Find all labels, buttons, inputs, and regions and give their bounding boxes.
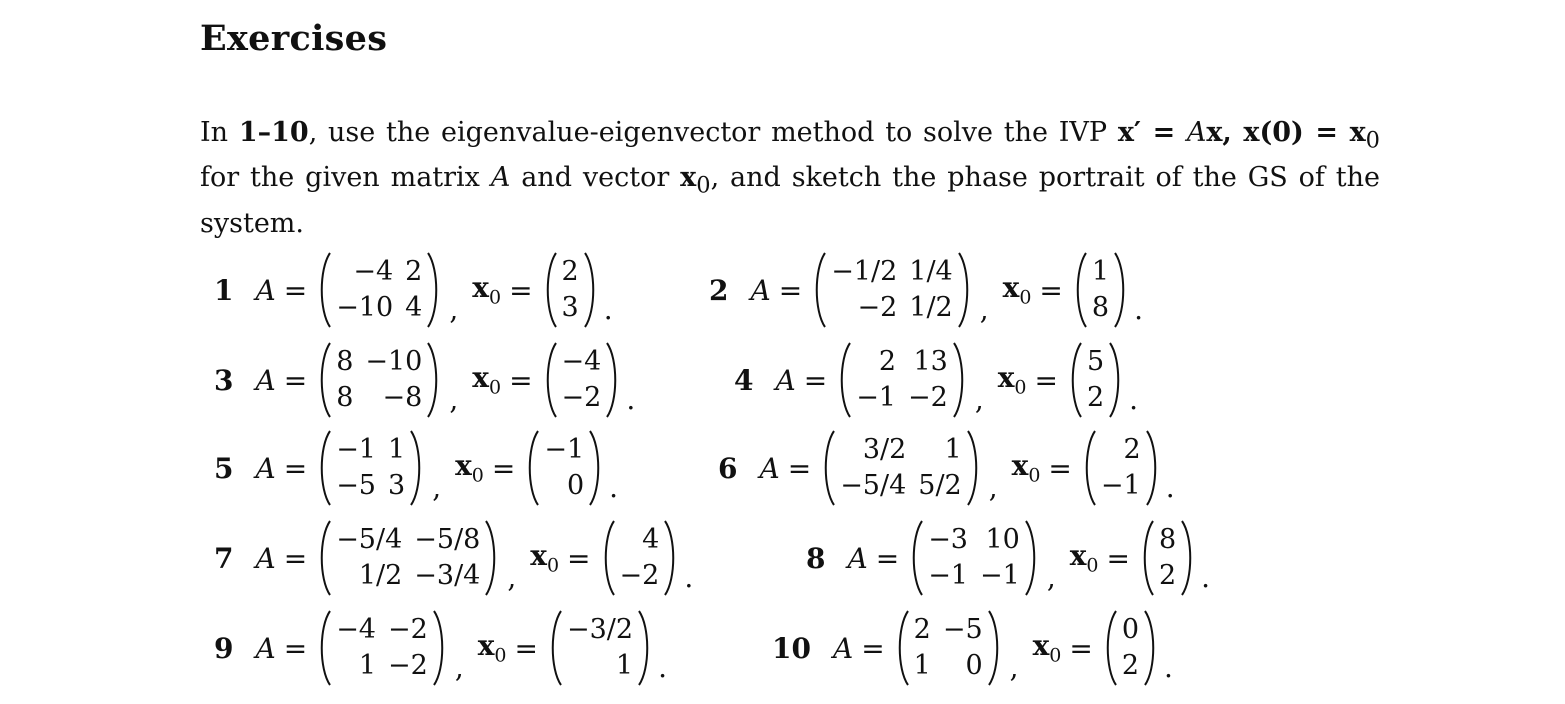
equals-sign: = xyxy=(567,541,591,575)
matrix-entry: 8 xyxy=(336,346,354,377)
vector-subscript: 0 xyxy=(1014,376,1027,399)
equals-sign: = xyxy=(1034,363,1058,397)
equals-sign: = xyxy=(1106,541,1130,575)
initial-vector-label xyxy=(455,449,484,487)
vector-entry: 2 xyxy=(1123,434,1141,465)
matrix-entry: 13 xyxy=(913,346,948,377)
initial-vector xyxy=(619,522,661,594)
initial-vector-label xyxy=(472,271,501,309)
matrix-entry: −2 xyxy=(388,650,428,681)
initial-vector-label xyxy=(530,539,559,577)
section-title: Exercises xyxy=(200,18,388,59)
left-paren xyxy=(317,429,333,507)
matrix-entry: 4 xyxy=(405,292,423,323)
matrix-entry: 2 xyxy=(878,346,896,377)
period: . xyxy=(603,293,613,326)
vector-entry: 2 xyxy=(1158,560,1177,591)
vector-subscript: 0 xyxy=(1049,644,1062,667)
equals-sign: = xyxy=(1039,273,1063,307)
left-paren xyxy=(812,251,828,329)
period: . xyxy=(1129,383,1139,416)
matrix-entry: −5/8 xyxy=(414,524,481,555)
left-paren xyxy=(317,341,333,419)
period: . xyxy=(1164,651,1173,684)
exercise-item xyxy=(718,426,1175,510)
right-paren xyxy=(662,519,678,597)
matrix-entry: −4 xyxy=(353,256,394,287)
left-paren xyxy=(1082,429,1098,507)
matrix-entry: 3/2 xyxy=(862,434,907,465)
matrix-entry: −5 xyxy=(942,614,983,645)
comma: , xyxy=(454,651,464,684)
initial-vector xyxy=(1121,612,1140,684)
right-paren xyxy=(951,341,967,419)
matrix-entry: −5 xyxy=(336,470,376,501)
exercise-range: 1–10 xyxy=(238,117,309,148)
equals-sign: = xyxy=(778,273,803,307)
vector-symbol: x xyxy=(530,539,547,573)
matrix-a xyxy=(839,432,963,504)
exercise-item xyxy=(772,606,1173,690)
equals-sign: = xyxy=(283,631,308,665)
comma: , xyxy=(507,561,517,594)
matrix-a xyxy=(335,522,481,594)
matrix-entry: −3/4 xyxy=(414,560,481,591)
exercise-item xyxy=(214,426,618,510)
left-paren xyxy=(317,519,333,597)
left-paren xyxy=(909,519,925,597)
matrix-label: A xyxy=(255,451,276,485)
period: . xyxy=(1134,293,1143,326)
equals-sign: = xyxy=(1048,451,1072,485)
right-paren xyxy=(582,251,598,329)
initial-vector xyxy=(1086,344,1105,416)
matrix-entry: −2 xyxy=(857,292,898,323)
initial-vector-label xyxy=(1070,539,1099,577)
vector-entry: −3/2 xyxy=(566,614,634,645)
comma: , xyxy=(988,471,998,504)
exercise-item xyxy=(214,248,613,332)
initial-vector xyxy=(1091,254,1110,326)
initial-vector-label xyxy=(478,629,507,667)
left-paren xyxy=(1103,609,1119,687)
matrix-entry: 0 xyxy=(965,650,983,681)
matrix-entry: 1 xyxy=(944,434,962,465)
vector-entry: 4 xyxy=(642,524,660,555)
matrix-entry: −10 xyxy=(336,292,394,323)
left-paren xyxy=(601,519,617,597)
vector-symbol: x xyxy=(1032,629,1050,663)
matrix-label: A xyxy=(255,541,276,575)
equals-sign: = xyxy=(283,451,308,485)
matrix-entry: −1 xyxy=(980,560,1020,591)
vector-entry: −2 xyxy=(561,382,602,413)
exercise-number: 6 xyxy=(718,451,738,485)
initial-vector xyxy=(561,344,603,416)
matrix-a xyxy=(335,344,423,416)
matrix-entry: 1/2 xyxy=(358,560,403,591)
matrix-entry: −4 xyxy=(336,614,376,645)
period: . xyxy=(609,471,619,504)
exercise-number: 4 xyxy=(734,363,754,397)
left-paren xyxy=(1073,251,1089,329)
matrix-entry: −3 xyxy=(928,524,968,555)
matrix-label: A xyxy=(832,631,854,665)
right-paren xyxy=(956,251,972,329)
vector-entry: 8 xyxy=(1091,292,1110,323)
equals-sign: = xyxy=(1069,631,1093,665)
vector-subscript: 0 xyxy=(471,464,484,487)
matrix-entry: −2 xyxy=(388,614,428,645)
matrix-label: A xyxy=(255,631,276,665)
comma: , xyxy=(974,383,984,416)
period: . xyxy=(626,383,636,416)
vector-entry: 5 xyxy=(1086,346,1105,377)
vector-symbol: x xyxy=(472,361,489,395)
equals-sign: = xyxy=(491,451,516,485)
vector-subscript: 0 xyxy=(1086,554,1099,577)
comma: , xyxy=(1046,561,1056,594)
exercise-number: 10 xyxy=(772,631,811,665)
vector-entry: −2 xyxy=(619,560,660,591)
matrix-label: A xyxy=(847,541,868,575)
period: . xyxy=(1165,471,1175,504)
vector-entry: 0 xyxy=(566,470,585,501)
left-paren xyxy=(543,251,559,329)
vector-entry: 0 xyxy=(1121,614,1140,645)
equals-sign: = xyxy=(787,451,812,485)
matrix-entry: −10 xyxy=(365,346,423,377)
equals-sign: = xyxy=(803,363,828,397)
vector-entry: 2 xyxy=(1086,382,1105,413)
matrix-a xyxy=(335,254,423,326)
right-paren xyxy=(604,341,620,419)
vector-entry: −4 xyxy=(561,346,602,377)
matrix-entry: −5/4 xyxy=(336,524,403,555)
exercise-number: 2 xyxy=(709,273,729,307)
vector-entry: −1 xyxy=(544,434,585,465)
vector-entry: 1 xyxy=(615,650,634,681)
right-paren xyxy=(1107,341,1123,419)
vector-entry: 8 xyxy=(1158,524,1177,555)
left-paren xyxy=(895,609,911,687)
matrix-entry: 2 xyxy=(405,256,423,287)
right-paren xyxy=(587,429,603,507)
right-paren xyxy=(431,609,447,687)
right-paren xyxy=(1023,519,1039,597)
matrix-entry: 1 xyxy=(358,650,376,681)
equals-sign: = xyxy=(283,363,308,397)
vector-entry: 3 xyxy=(561,292,579,323)
initial-vector xyxy=(543,432,585,504)
period: . xyxy=(1201,561,1211,594)
vector-subscript: 0 xyxy=(494,644,507,667)
vector-symbol: x xyxy=(477,629,495,663)
left-paren xyxy=(1068,341,1084,419)
exercise-item xyxy=(734,338,1138,422)
vector-subscript: 0 xyxy=(1028,464,1041,487)
equals-sign: = xyxy=(861,631,885,665)
vector-subscript: 0 xyxy=(488,376,502,399)
matrix-a xyxy=(927,522,1021,594)
matrix-a xyxy=(855,344,949,416)
initial-vector-label xyxy=(1012,449,1041,487)
matrix-label: A xyxy=(750,273,771,307)
matrix-entry: 5/2 xyxy=(918,470,962,501)
exercise-item xyxy=(806,516,1210,600)
vector-symbol: x xyxy=(455,449,472,483)
matrix-entry: 10 xyxy=(985,524,1020,555)
left-paren xyxy=(821,429,837,507)
matrix-entry: −1 xyxy=(856,382,896,413)
matrix-entry: 1 xyxy=(388,434,406,465)
initial-vector xyxy=(1158,522,1177,594)
right-paren xyxy=(425,251,441,329)
vector-symbol: x xyxy=(1069,539,1087,573)
comma: , xyxy=(979,293,989,326)
left-paren xyxy=(837,341,853,419)
initial-vector-label xyxy=(1003,271,1032,309)
exercise-item xyxy=(214,516,693,600)
instructions-paragraph: In 1–10, use the eigenvalue-eigenvector method to solve the IVP x′ = Ax, $x(0) = x_0$ for the given matrix A and vector $x_0$, and sketch the phase portrait of the GS of the system. xyxy=(200,117,1381,239)
exercise-item xyxy=(709,248,1143,332)
comma: , xyxy=(432,471,442,504)
exercise-item xyxy=(214,338,635,422)
comma: , xyxy=(449,293,459,326)
matrix-entry: −8 xyxy=(382,382,423,413)
vector-subscript: 0 xyxy=(488,286,502,309)
exercise-number: 3 xyxy=(214,363,234,397)
matrix-a xyxy=(830,254,954,326)
left-paren xyxy=(525,429,541,507)
period: . xyxy=(684,561,694,594)
period: . xyxy=(658,651,667,684)
right-paren xyxy=(636,609,652,687)
initial-vector-label xyxy=(472,361,501,399)
matrix-entry: −5/4 xyxy=(840,470,907,501)
vector-symbol: x xyxy=(997,361,1015,395)
exercise-number: 7 xyxy=(214,541,234,575)
vector-symbol: x xyxy=(472,271,489,305)
exercise-number: 5 xyxy=(214,451,234,485)
matrix-label: A xyxy=(775,363,796,397)
vector-subscript: 0 xyxy=(1019,286,1032,309)
equals-sign: = xyxy=(283,273,308,307)
matrix-label: A xyxy=(255,273,276,307)
right-paren xyxy=(425,341,441,419)
right-paren xyxy=(408,429,424,507)
right-paren xyxy=(1112,251,1128,329)
matrix-entry: 2 xyxy=(913,614,931,645)
vector-entry: 2 xyxy=(1121,650,1140,681)
vector-entry: 1 xyxy=(1091,256,1110,287)
right-paren xyxy=(1179,519,1195,597)
left-paren xyxy=(543,341,559,419)
exercise-item xyxy=(214,606,667,690)
right-paren xyxy=(1142,609,1158,687)
vector-symbol: x xyxy=(1011,449,1029,483)
vector-symbol: x xyxy=(1002,271,1020,305)
vector-subscript: 0 xyxy=(546,554,560,577)
exercise-number: 8 xyxy=(806,541,826,575)
matrix-label: A xyxy=(255,363,276,397)
left-paren xyxy=(1140,519,1156,597)
left-paren xyxy=(317,609,333,687)
initial-vector xyxy=(561,254,580,326)
equals-sign: = xyxy=(514,631,538,665)
left-paren xyxy=(317,251,333,329)
right-paren xyxy=(1144,429,1160,507)
matrix-entry: −1/2 xyxy=(831,256,898,287)
equals-sign: = xyxy=(283,541,308,575)
vector-entry: −1 xyxy=(1100,470,1141,501)
matrix-entry: 3 xyxy=(388,470,406,501)
vector-entry: 2 xyxy=(561,256,579,287)
initial-vector xyxy=(566,612,634,684)
right-paren xyxy=(483,519,499,597)
initial-vector-label xyxy=(998,361,1027,399)
exercise-number: 1 xyxy=(214,273,234,307)
matrix-a xyxy=(335,432,406,504)
equals-sign: = xyxy=(509,363,533,397)
matrix-entry: 1/4 xyxy=(909,256,953,287)
equals-sign: = xyxy=(875,541,900,575)
matrix-entry: 1/2 xyxy=(909,292,953,323)
matrix-label: A xyxy=(759,451,780,485)
comma: , xyxy=(1009,651,1019,684)
matrix-entry: 1 xyxy=(913,650,931,681)
matrix-entry: −1 xyxy=(336,434,376,465)
matrix-a xyxy=(335,612,429,684)
equals-sign: = xyxy=(509,273,533,307)
matrix-entry: −2 xyxy=(908,382,948,413)
comma: , xyxy=(449,383,459,416)
right-paren xyxy=(986,609,1002,687)
matrix-entry: −1 xyxy=(928,560,968,591)
matrix-entry: 8 xyxy=(336,382,354,413)
right-paren xyxy=(965,429,981,507)
matrix-a xyxy=(913,612,984,684)
initial-vector-label xyxy=(1033,629,1062,667)
exercise-number: 9 xyxy=(214,631,234,665)
initial-vector xyxy=(1100,432,1142,504)
left-paren xyxy=(548,609,564,687)
